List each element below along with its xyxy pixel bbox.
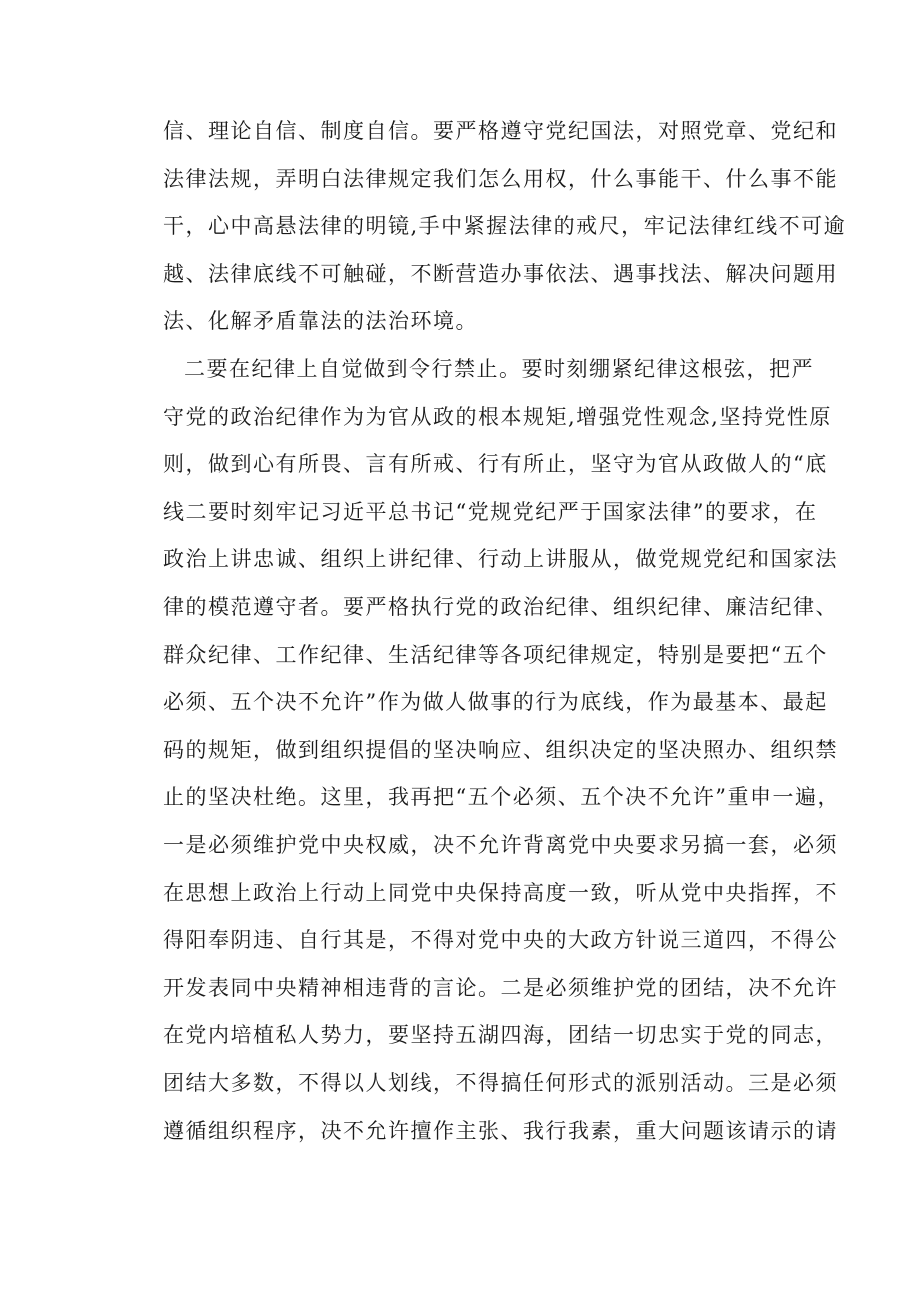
text-line: 必须、五个决不允许”作为做人做事的行为底线，作为最基本、最起 bbox=[163, 690, 828, 715]
text-line: 守党的政治纪律作为为官从政的根本规矩,增强党性观念,坚持党性原 bbox=[163, 404, 832, 429]
text-line: 群众纪律、工作纪律、生活纪律等各项纪律规定，特别是要把“五个 bbox=[163, 642, 828, 667]
text-line: 开发表同中央精神相违背的言论。二是必须维护党的团结，决不允许 bbox=[163, 975, 838, 1000]
paragraph-discipline bbox=[163, 346, 840, 1155]
text-line: 得阳奉阴违、自行其是，不得对党中央的大政方针说三道四，不得公 bbox=[163, 928, 838, 953]
text-line: 干，心中高悬法律的明镜,手中紧握法律的戒尺，牢记法律红线不可逾 bbox=[163, 214, 847, 239]
text-line: 二要在纪律上自觉做到令行禁止。要时刻绷紧纪律这根弦，把严 bbox=[184, 357, 814, 381]
text-line: 在思想上政治上行动上同党中央保持高度一致，听从党中央指挥，不 bbox=[163, 880, 838, 905]
text-line: 律的模范遵守者。要严格执行党的政治纪律、组织纪律、廉洁纪律、 bbox=[163, 594, 838, 619]
text-line: 则，做到心有所畏、言有所戒、行有所止，坚守为官从政做人的“底 bbox=[163, 452, 828, 477]
text-line: 码的规矩，做到组织提倡的坚决响应、组织决定的坚决照办、组织禁 bbox=[163, 737, 838, 762]
text-line: 信、理论自信、制度自信。要严格遵守党纪国法，对照党章、党纪和 bbox=[163, 119, 838, 143]
text-line: 一是必须维护党中央权威，决不允许背离党中央要求另搞一套，必须 bbox=[163, 832, 838, 857]
text-line: 止的坚决杜绝。这里，我再把“五个必须、五个决不允许”重申一遍， bbox=[163, 785, 840, 810]
paragraph-rule-of-law bbox=[163, 108, 847, 346]
text-line: 团结大多数，不得以人划线，不得搞任何形式的派别活动。三是必须 bbox=[163, 1070, 838, 1095]
text-line: 线二要时刻牢记习近平总书记“党规党纪严于国家法律”的要求，在 bbox=[163, 499, 818, 524]
text-line: 法、化解矛盾靠法的法治环境。 bbox=[163, 309, 478, 334]
text-line: 在党内培植私人势力，要坚持五湖四海，团结一切忠实于党的同志， bbox=[163, 1023, 838, 1048]
text-line: 越、法律底线不可触碰，不断营造办事依法、遇事找法、解决问题用 bbox=[163, 261, 838, 286]
text-line: 法律法规，弄明白法律规定我们怎么用权，什么事能干、什么事不能 bbox=[163, 166, 838, 191]
text-line: 政治上讲忠诚、组织上讲纪律、行动上讲服从，做党规党纪和国家法 bbox=[163, 547, 838, 572]
text-line: 遵循组织程序，决不允许擅作主张、我行我素，重大问题该请示的请 bbox=[163, 1118, 838, 1143]
